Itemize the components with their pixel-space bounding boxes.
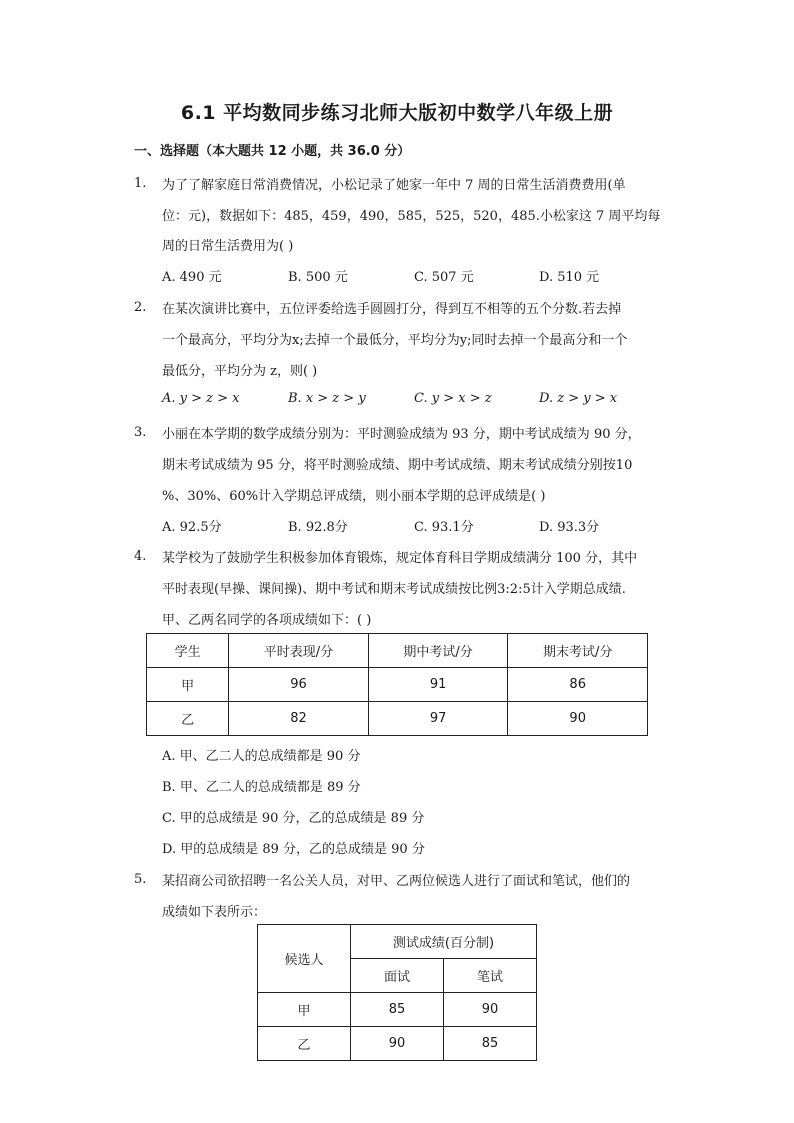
option-a: A. y > z > x	[162, 391, 240, 406]
option-c: C. y > x > z	[414, 391, 492, 406]
table-cell: 甲	[258, 993, 351, 1027]
table-cell: 97	[368, 702, 508, 736]
table-cell: 90	[443, 993, 536, 1027]
question-text: %、30%、60%计入学期总评成绩，则小丽本学期的总评成绩是( )	[162, 489, 546, 504]
page-title: 6.1 平均数同步练习北师大版初中数学八年级上册	[180, 102, 614, 124]
table-cell: 85	[350, 993, 443, 1027]
question-number: 1.	[134, 176, 147, 191]
table-cell: 91	[368, 668, 508, 702]
question-text: 为了了解家庭日常消费情况，小松记录了她家一年中 7 周的日常生活消费费用(单	[162, 178, 626, 193]
table-header: 学生	[147, 634, 229, 668]
option-a: A. 甲、乙二人的总成绩都是 90 分	[162, 749, 361, 764]
table-cell: 甲	[147, 668, 229, 702]
table-header: 期末考试/分	[508, 634, 648, 668]
question-text: 周的日常生活费用为( )	[162, 239, 294, 254]
option-b: B. 甲、乙二人的总成绩都是 89 分	[162, 780, 361, 795]
question-text: 平时表现(早操、课间操)、期中考试和期末考试成绩按比例3:2:5计入学期总成绩.	[162, 582, 626, 597]
question-text: 期末考试成绩为 95 分，将平时测验成绩、期中考试成绩、期末考试成绩分别按10	[162, 458, 633, 473]
option-c: C. 507 元	[414, 270, 474, 285]
question-text: 最低分，平均分为 z，则( )	[162, 364, 318, 379]
table-cell: 乙	[147, 702, 229, 736]
table-cell: 96	[229, 668, 369, 702]
option-c: C. 93.1分	[414, 520, 474, 535]
question-text: 位：元)，数据如下：485，459，490，585，525，520，485.小松家这 7 周平均每	[162, 209, 661, 224]
question-text: 在某次演讲比赛中，五位评委给选手圆圆打分，得到互不相等的五个分数.若去掉	[162, 302, 622, 317]
question-text: 小丽在本学期的数学成绩分别为：平时测验成绩为 93 分，期中考试成绩为 90 分，	[162, 427, 641, 442]
table-header: 期中考试/分	[368, 634, 508, 668]
option-a: A. 92.5分	[162, 520, 222, 535]
table-header: 面试	[350, 959, 443, 993]
question-text: 成绩如下表所示：	[162, 905, 267, 920]
option-b: B. 92.8分	[288, 520, 348, 535]
question-number: 4.	[134, 549, 147, 564]
table-row	[258, 1027, 537, 1061]
section-heading: 一、选择题（本大题共 12 小题，共 36.0 分）	[134, 144, 411, 159]
table-cell: 90	[508, 702, 648, 736]
table-header: 笔试	[443, 959, 536, 993]
option-d: D. 93.3分	[539, 520, 600, 535]
score-table	[146, 633, 648, 736]
table-cell: 乙	[258, 1027, 351, 1061]
question-text: 某学校为了鼓励学生积极参加体育锻炼，规定体育科目学期成绩满分 100 分，其中	[162, 551, 638, 566]
table-row	[147, 668, 648, 702]
table-header: 候选人	[258, 925, 351, 993]
table-cell: 82	[229, 702, 369, 736]
table-cell: 86	[508, 668, 648, 702]
table-header: 平时表现/分	[229, 634, 369, 668]
option-b: B. 500 元	[288, 270, 348, 285]
option-a: A. 490 元	[162, 270, 222, 285]
table-header: 测试成绩(百分制)	[350, 925, 536, 959]
question-text: 一个最高分，平均分为x;去掉一个最低分，平均分为y;同时去掉一个最高分和一个	[162, 333, 628, 348]
question-number: 2.	[134, 300, 147, 315]
option-b: B. x > z > y	[288, 391, 366, 406]
candidate-table	[257, 924, 537, 1061]
question-number: 3.	[134, 425, 147, 440]
question-text: 某招商公司欲招聘一名公关人员，对甲、乙两位候选人进行了面试和笔试，他们的	[162, 874, 631, 889]
table-cell: 90	[350, 1027, 443, 1061]
option-d: D. 甲的总成绩是 89 分，乙的总成绩是 90 分	[162, 842, 425, 857]
table-cell: 85	[443, 1027, 536, 1061]
option-d: D. z > y > x	[539, 391, 618, 406]
table-row	[258, 993, 537, 1027]
option-c: C. 甲的总成绩是 90 分，乙的总成绩是 89 分	[162, 811, 425, 826]
option-d: D. 510 元	[539, 270, 600, 285]
table-row	[147, 702, 648, 736]
question-number: 5.	[134, 872, 147, 887]
question-text: 甲、乙两名同学的各项成绩如下：( )	[162, 613, 372, 628]
